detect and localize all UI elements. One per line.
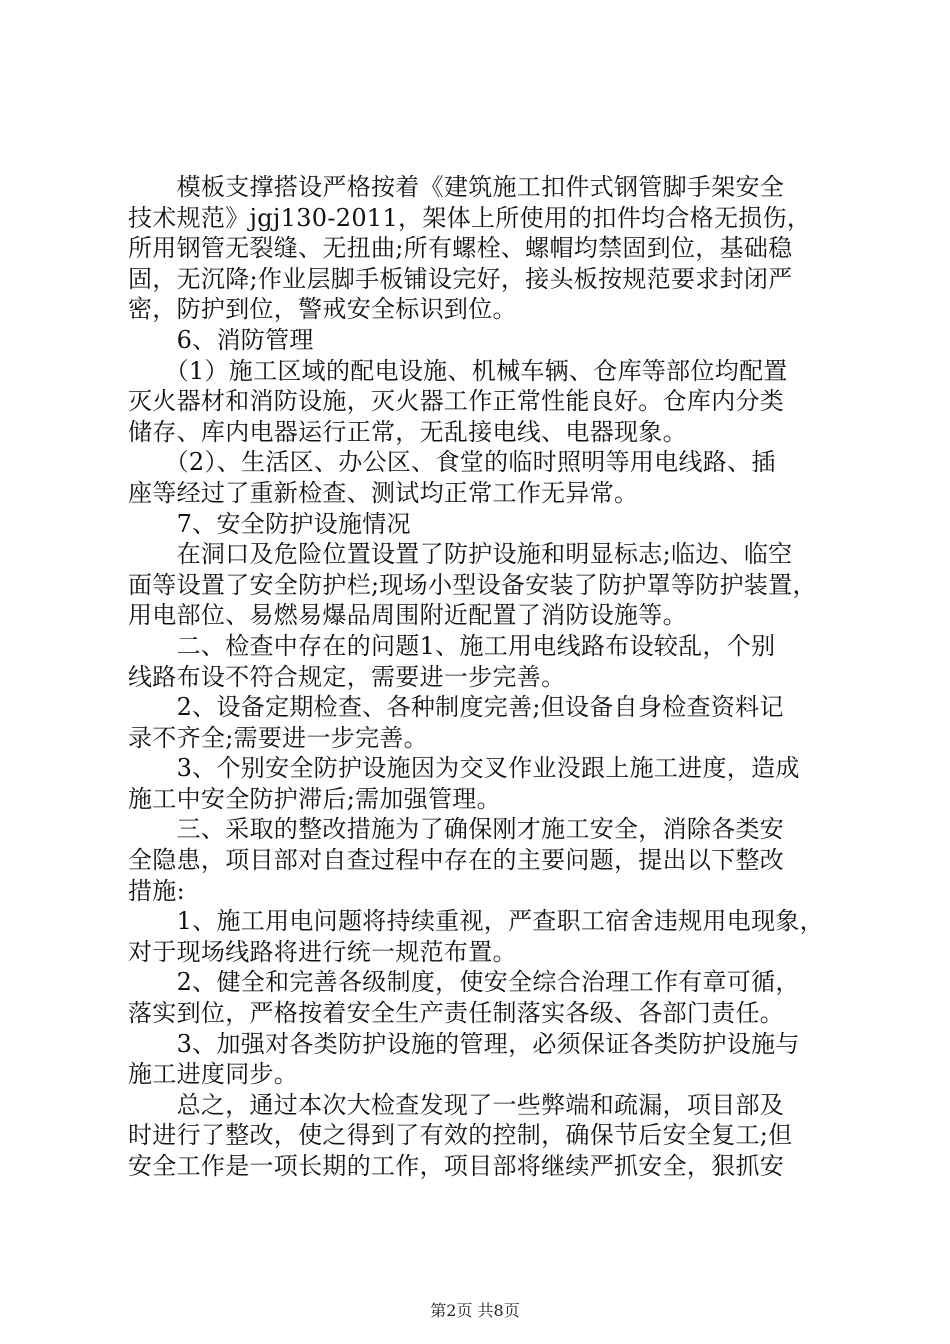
text-line: 储存、库内电器运行正常，无乱接电线、电器现象。 bbox=[128, 417, 687, 446]
text-line: 灭火器材和消防设施，灭火器工作正常性能良好。仓库内分类 bbox=[128, 387, 785, 416]
text-line: 施工中安全防护滞后;需加强管理。 bbox=[128, 784, 501, 813]
text-line: （1）施工区域的配电设施、机械车辆、仓库等部位均配置 bbox=[128, 356, 788, 385]
text-line: 线路布设不符合规定，需要进一步完善。 bbox=[128, 662, 566, 691]
text-line: 技术规范》jgj130-2011，架体上所使用的扣件均合格无损伤， bbox=[128, 203, 812, 232]
text-line: 座等经过了重新检查、测试均正常工作无异常。 bbox=[128, 478, 639, 507]
text-line: 三、采取的整改措施为了确保刚才施工安全，消除各类安 bbox=[128, 815, 785, 844]
text-line: 施工进度同步。 bbox=[128, 1060, 299, 1089]
text-line: 模板支撑搭设严格按着《建筑施工扣件式钢管脚手架安全 bbox=[128, 173, 785, 201]
text-line: 时进行了整改，使之得到了有效的控制，确保节后安全复工;但 bbox=[128, 1121, 793, 1150]
section-heading: 7、安全防护设施情况 bbox=[128, 509, 411, 538]
text-line: 面等设置了安全防护栏;现场小型设备安装了防护罩等防护装置， bbox=[128, 570, 817, 599]
text-line: 2、健全和完善各级制度，使安全综合治理工作有章可循， bbox=[128, 968, 800, 997]
text-line: 用电部位、易燃易爆品周围附近配置了消防设施等。 bbox=[128, 601, 687, 630]
text-line: 在洞口及危险位置设置了防护设施和明显标志;临边、临空 bbox=[128, 540, 793, 569]
text-line: （2）、生活区、办公区、食堂的临时照明等用电线路、插 bbox=[128, 448, 776, 477]
text-line: 措施: bbox=[128, 876, 185, 905]
text-line: 二、检查中存在的问题1、施工用电线路布设较乱，个别 bbox=[128, 631, 776, 660]
text-line: 对于现场线路将进行统一规范布置。 bbox=[128, 937, 517, 966]
text-line: 密，防护到位，警戒安全标识到位。 bbox=[128, 295, 517, 324]
text-line: 3、个别安全防护设施因为交叉作业没跟上施工进度，造成 bbox=[128, 754, 800, 783]
text-line: 落实到位，严格按着安全生产责任制落实各级、各部门责任。 bbox=[128, 999, 785, 1028]
text-line: 录不齐全;需要进一步完善。 bbox=[128, 723, 428, 752]
page-number-footer: 第2页 共8页 bbox=[430, 1301, 520, 1320]
section-heading: 6、消防管理 bbox=[128, 325, 314, 354]
text-line: 全隐患，项目部对自查过程中存在的主要问题，提出以下整改 bbox=[128, 846, 785, 875]
text-line: 安全工作是一项长期的工作，项目部将继续严抓安全，狠抓安 bbox=[128, 1152, 785, 1180]
text-line: 所用钢管无裂缝、无扭曲;所有螺栓、螺帽均禁固到位，基础稳 bbox=[128, 234, 793, 263]
text-line: 2、设备定期检查、各种制度完善;但设备自身检查资料记 bbox=[128, 693, 784, 722]
text-line: 3、加强对各类防护设施的管理，必须保证各类防护设施与 bbox=[128, 1029, 800, 1058]
document-body bbox=[128, 172, 834, 1182]
text-line: 固，无沉降;作业层脚手板铺设完好，接头板按规范要求封闭严 bbox=[128, 264, 793, 293]
text-line: 总之，通过本次大检查发现了一些弊端和疏漏，项目部及 bbox=[128, 1090, 785, 1119]
text-line: 1、施工用电问题将持续重视，严查职工宿舍违规用电现象， bbox=[128, 907, 824, 936]
